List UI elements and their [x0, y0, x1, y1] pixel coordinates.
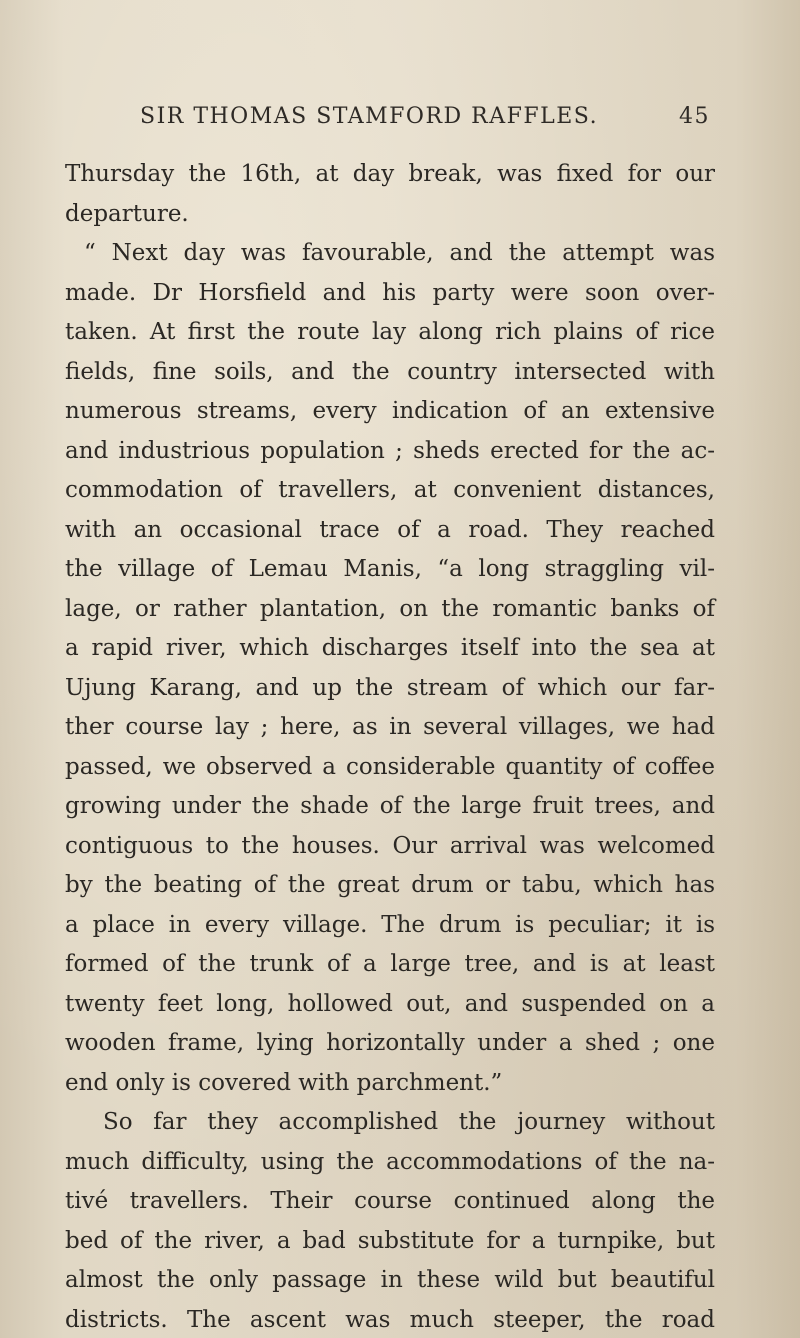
text-line: So far they accomplished the journey without — [103, 1109, 715, 1135]
text-line: much difficulty, using the accommodations of the na- — [65, 1148, 715, 1175]
text-line: a place in every village. The drum is peculiar; it is — [65, 911, 715, 938]
text-line: the village of Lemau Manis, “a long straggling vil- — [65, 556, 715, 582]
text-line: commodation of travellers, at convenient distances, — [65, 477, 715, 503]
text-line: numerous streams, every indication of an extensive — [65, 398, 715, 424]
text-line: Thursday the 16th, at day break, was fixed for our — [65, 161, 715, 187]
text-line: “ Next day was favourable, and the attempt was — [84, 240, 715, 266]
text-line: by the beating of the great drum or tabu, which has — [65, 872, 715, 898]
body-text — [65, 155, 715, 1338]
text-line: districts. The ascent was much steeper, the road — [65, 1306, 715, 1333]
text-line: lage, or rather plantation, on the romantic banks of — [65, 595, 715, 622]
text-line: made. Dr Horsfield and his party were soon over- — [65, 279, 715, 306]
text-line: Ujung Karang, and up the stream of which our far- — [65, 674, 715, 701]
text-line: wooden frame, lying horizontally under a shed ; one — [65, 1030, 715, 1056]
text-line: almost the only passage in these wild but beautiful — [65, 1267, 715, 1293]
running-title: SIR THOMAS STAMFORD RAFFLES. — [140, 104, 599, 129]
text-line: fields, fine soils, and the country intersected with — [65, 358, 715, 385]
text-line: bed of the river, a bad substitute for a turnpike, but — [65, 1227, 715, 1254]
running-head — [140, 104, 710, 140]
text-line: twenty feet long, hollowed out, and suspended on a — [65, 990, 715, 1017]
text-line: and industrious population ; sheds erected for the ac- — [65, 437, 715, 464]
text-line: passed, we observed a considerable quantity of coffee — [65, 753, 715, 780]
text-line: with an occasional trace of a road. They reached — [65, 516, 715, 543]
text-line: tivé travellers. Their course continued along the — [65, 1188, 715, 1214]
text-line: end only is covered with parchment.” — [65, 1069, 503, 1096]
text-line: growing under the shade of the large fruit trees, and — [65, 793, 715, 819]
text-line: taken. At first the route lay along rich plains of rice — [65, 319, 715, 345]
text-line: formed of the trunk of a large tree, and is at least — [65, 951, 715, 977]
text-line: departure. — [65, 200, 189, 227]
text-line: a rapid river, which discharges itself into the sea at — [65, 635, 715, 661]
text-line: contiguous to the houses. Our arrival was welcomed — [65, 832, 715, 859]
page-number: 45 — [679, 104, 710, 129]
text-line: ther course lay ; here, as in several villages, we had — [65, 714, 715, 740]
